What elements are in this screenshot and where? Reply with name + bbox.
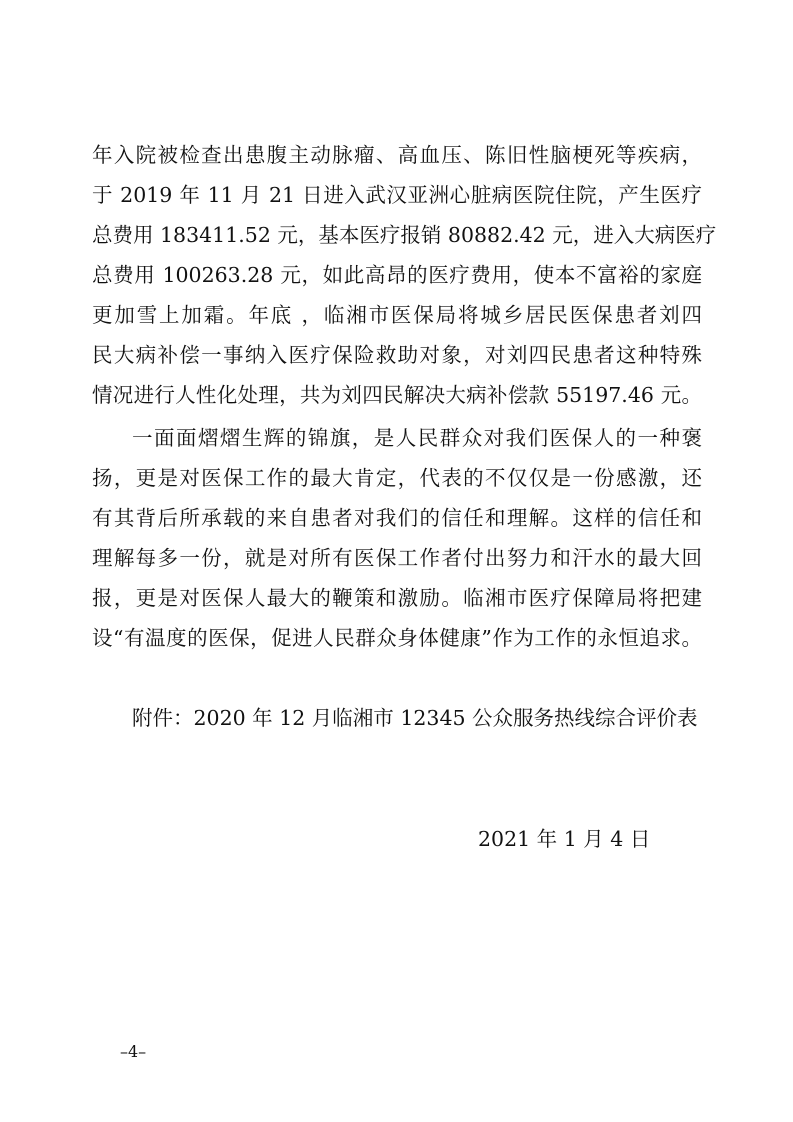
paragraph-2-line-3: 有其背后所承载的来自患者对我们的信任和理解。这样的信任和 — [92, 506, 702, 530]
paragraph-1-line-2: 于 2019 年 11 月 21 日进入武汉亚洲心脏病医院住院，产生医疗 — [92, 183, 702, 207]
paragraph-2-line-6: 设“有温度的医保，促进人民群众身体健康”作为工作的永恒追求。 — [92, 626, 702, 650]
paragraph-2-line-5: 报，更是对医保人最大的鞭策和激励。临湘市医疗保障局将把建 — [92, 586, 702, 610]
document-date: 2021 年 1 月 4 日 — [478, 827, 651, 851]
paragraph-1-line-7: 情况进行人性化处理，共为刘四民解决大病补偿款 55197.46 元。 — [92, 383, 702, 407]
paragraph-2-line-2: 扬，更是对医保工作的最大肯定，代表的不仅仅是一份感激，还 — [92, 466, 702, 490]
paragraph-1-line-1: 年入院被检查出患腹主动脉瘤、高血压、陈旧性脑梗死等疾病， — [92, 143, 702, 167]
attachment-note: 附件：2020 年 12 月临湘市 12345 公众服务热线综合评价表 — [132, 706, 698, 730]
paragraph-1-line-4: 总费用 100263.28 元，如此高昂的医疗费用，使本不富裕的家庭 — [92, 263, 702, 287]
paragraph-2-line-4: 理解每多一份，就是对所有医保工作者付出努力和汗水的最大回 — [92, 546, 702, 570]
paragraph-1-line-6: 民大病补偿一事纳入医疗保险救助对象，对刘四民患者这种特殊 — [92, 343, 702, 367]
paragraph-1-line-3: 总费用 183411.52 元，基本医疗报销 80882.42 元，进入大病医疗 — [92, 223, 717, 247]
paragraph-1-line-5: 更加雪上加霜。年底 ，临湘市医保局将城乡居民医保患者刘四 — [92, 303, 702, 327]
page-number: –4– — [120, 1042, 147, 1061]
paragraph-2-line-1: 一面面熠熠生辉的锦旗，是人民群众对我们医保人的一种褒 — [132, 426, 702, 450]
